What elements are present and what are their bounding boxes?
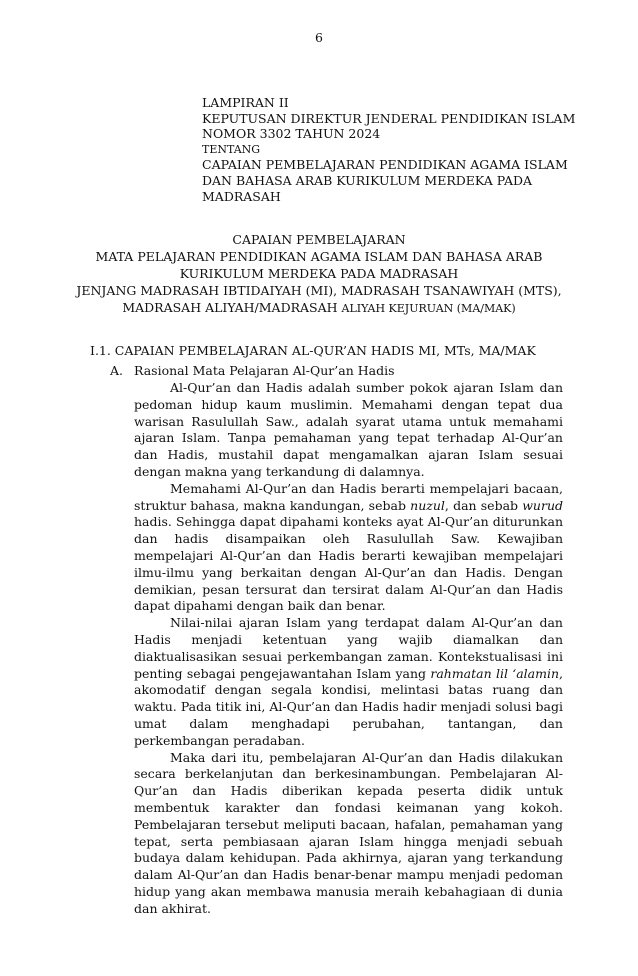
decree-number: NOMOR 3302 TAHUN 2024 — [202, 126, 381, 142]
heading-line-5 — [0, 299, 638, 317]
subsection-letter: A. — [110, 363, 124, 378]
term-wurud: wurud — [522, 497, 564, 513]
paragraph-2 — [134, 481, 563, 615]
heading-line-3: KURIKULUM MERDEKA PADA MADRASAH — [179, 266, 459, 281]
heading-line-5-small: ALIYAH KEJURUAN (MA/MAK) — [341, 302, 516, 315]
paragraph-2-part-c: hadis. Sehingga dapat dipahami konteks ayat Al-Qur’an diturunkan dan hadis disampaikan oleh Rasulullah Saw. Kewajiban mempelajari Al-Qur’an dan Hadis berarti kewajiban mempelajari ilmu-ilmu yang berkaitan dengan Al-Qur’an dan Hadis. Dengan demikian, pesan tersurat dan tersirat dalam Al-Qur’an dan Hadis dapat dipahami dengan baik dan benar. — [134, 514, 563, 614]
term-rahmatan-lil-alamin: rahmatan lil ‘alamin — [430, 665, 560, 681]
decree-about-label: TENTANG — [202, 142, 261, 156]
heading-line-2: MATA PELAJARAN PENDIDIKAN AGAMA ISLAM DAN BAHASA ARAB — [95, 249, 543, 264]
decree-subject-line-3: MADRASAH — [202, 188, 281, 204]
page-number: 6 — [315, 30, 323, 45]
paragraph-3 — [134, 615, 563, 749]
body-text — [134, 380, 563, 918]
term-nuzul: nuzul — [410, 497, 445, 513]
paragraph-3-part-b: , akomodatif dengan segala kondisi, melintasi batas ruang dan waktu. Pada titik ini, Al-Qur’an dan Hadis hadir menjadi solusi bagi umat dalam menghadapi perubahan, tantangan, dan perkembangan peradaban. — [134, 665, 563, 748]
subsection-title: Rasional Mata Pelajaran Al-Qur’an Hadis — [134, 363, 395, 378]
paragraph-1: Al-Qur’an dan Hadis adalah sumber pokok ajaran Islam dan pedoman hidup kaum muslimin. Memahami dengan tepat dua warisan Rasulullah Saw., adalah syarat utama untuk memahami ajaran Islam. Tanpa pemahaman yang tepat terhadap Al-Qur’an dan Hadis, mustahil dapat mengamalkan ajaran Islam sesuai dengan makna yang terkandung di dalamnya. — [134, 380, 563, 479]
paragraph-4: Maka dari itu, pembelajaran Al-Qur’an dan Hadis dilakukan secara berkelanjutan dan berkesinambungan. Pembelajaran Al-Qur’an dan Hadis diberikan kepada peserta didik untuk membentuk karakter dan fondasi keimanan yang kokoh. Pembelajaran tersebut meliputi bacaan, hafalan, pemahaman yang tepat, serta pembiasaan ajaran Islam hingga menjadi sebuah budaya dalam kehidupan. Pada akhirnya, ajaran yang terkandung dalam Al-Qur’an dan Hadis benar-benar mampu menjadi pedoman hidup yang akan membawa manusia meraih kebahagiaan di dunia dan akhirat. — [134, 749, 563, 916]
paragraph-2-part-b: , dan sebab — [444, 497, 523, 513]
paragraph-2-part-a: Memahami Al-Qur’an dan Hadis berarti mempelajari bacaan, struktur bahasa, makna kandungan, sebab — [134, 480, 563, 513]
paragraph-3-part-a: Nilai-nilai ajaran Islam yang terdapat dalam Al-Qur’an dan Hadis menjadi ketentuan yang wajib diamalkan dan diaktualisasikan sesuai perkembangan zaman. Kontekstualisasi ini penting sebagai pengejawantahan Islam yang — [134, 615, 563, 681]
section-title: I.1. CAPAIAN PEMBELAJARAN AL-QUR’AN HADIS MI, MTs, MA/MAK — [90, 343, 536, 358]
document-heading — [0, 231, 638, 317]
appendix-label: LAMPIRAN II — [202, 95, 289, 110]
heading-line-5-main: MADRASAH ALIYAH/MADRASAH — [122, 300, 342, 315]
decree-title: KEPUTUSAN DIREKTUR JENDERAL PENDIDIKAN ISLAM — [202, 110, 576, 126]
decree-subject-line-1: CAPAIAN PEMBELAJARAN PENDIDIKAN AGAMA ISLAM — [202, 157, 568, 173]
appendix-header — [202, 95, 602, 204]
heading-line-4: JENJANG MADRASAH IBTIDAIYAH (MI), MADRASAH TSANAWIYAH (MTS), — [76, 283, 562, 298]
decree-subject-line-2: DAN BAHASA ARAB KURIKULUM MERDEKA PADA — [202, 172, 533, 188]
heading-line-1: CAPAIAN PEMBELAJARAN — [232, 232, 406, 247]
subsection-heading — [110, 363, 394, 379]
